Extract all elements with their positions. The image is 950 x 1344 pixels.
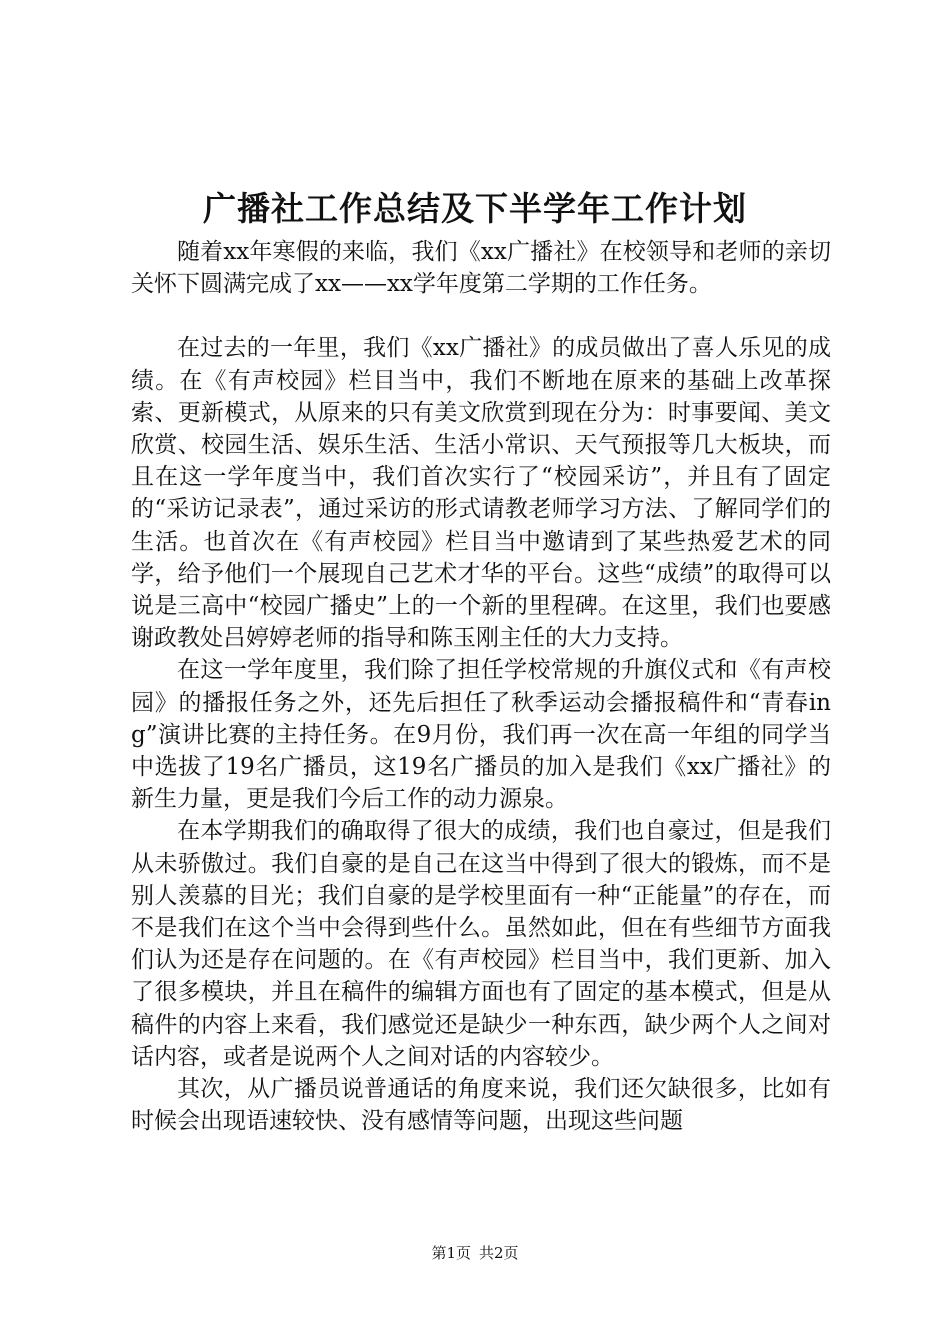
page-footer — [0, 1243, 950, 1263]
paragraph-achievements: 在过去的一年里，我们《xx广播社》的成员做出了喜人乐见的成绩。在《有声校园》栏目当中，我们不断地在原来的基础上改革探索、更新模式，从原来的只有美文欣赏到现在分为：时事要闻、美文欣赏、校园生活、娱乐生活、生活小常识、天气预报等几大板块，而且在这一学年度当中，我们首次实行了“校园采访”，并且有了固定的“采访记录表”，通过采访的形式请教老师学习方法、了解同学们的生活。也首次在《有声校园》栏目当中邀请到了某些热爱艺术的同学，给予他们一个展现自己艺术才华的平台。这些“成绩”的取得可以说是三高中“校园广播史”上的一个新的里程碑。在这里，我们也要感谢政教处吕婷婷老师的指导和陈玉刚主任的大力支持。 — [131, 335, 831, 652]
paragraph-problems: 在本学期我们的确取得了很大的成绩，我们也自豪过，但是我们从未骄傲过。我们自豪的是自己在这当中得到了很大的锻炼，而不是别人羡慕的目光；我们自豪的是学校里面有一种“正能量”的存在，而不是我们在这个当中会得到些什么。虽然如此，但在有些细节方面我们认为还是存在问题的。在《有声校园》栏目当中，我们更新、加入了很多模块，并且在稿件的编辑方面也有了固定的基本模式，但是从稿件的内容上来看，我们感觉还是缺少一种东西，缺少两个人之间对话内容，或者是说两个人之间对话的内容较少。 — [131, 818, 831, 1070]
paragraph-tasks: 在这一学年度里，我们除了担任学校常规的升旗仪式和《有声校园》的播报任务之外，还先后担任了秋季运动会播报稿件和“青春ing”演讲比赛的主持任务。在9月份，我们再一次在高一年组的同学当中选拔了19名广播员，这19名广播员的加入是我们《xx广播社》的新生力量，更是我们今后工作的动力源泉。 — [131, 657, 831, 813]
page-total: 共2页 — [479, 1244, 519, 1262]
page-number: 第1页 — [431, 1244, 471, 1262]
paragraph-second-issue: 其次，从广播员说普通话的角度来说，我们还欠缺很多，比如有时候会出现语速较快、没有感情等问题，出现这些问题 — [131, 1076, 831, 1135]
paragraph-intro: 随着xx年寒假的来临，我们《xx广播社》在校领导和老师的亲切关怀下圆满完成了xx——xx学年度第二学期的工作任务。 — [131, 239, 831, 298]
document-body — [131, 236, 831, 1137]
document-title: 广播社工作总结及下半学年工作计划 — [203, 189, 747, 228]
